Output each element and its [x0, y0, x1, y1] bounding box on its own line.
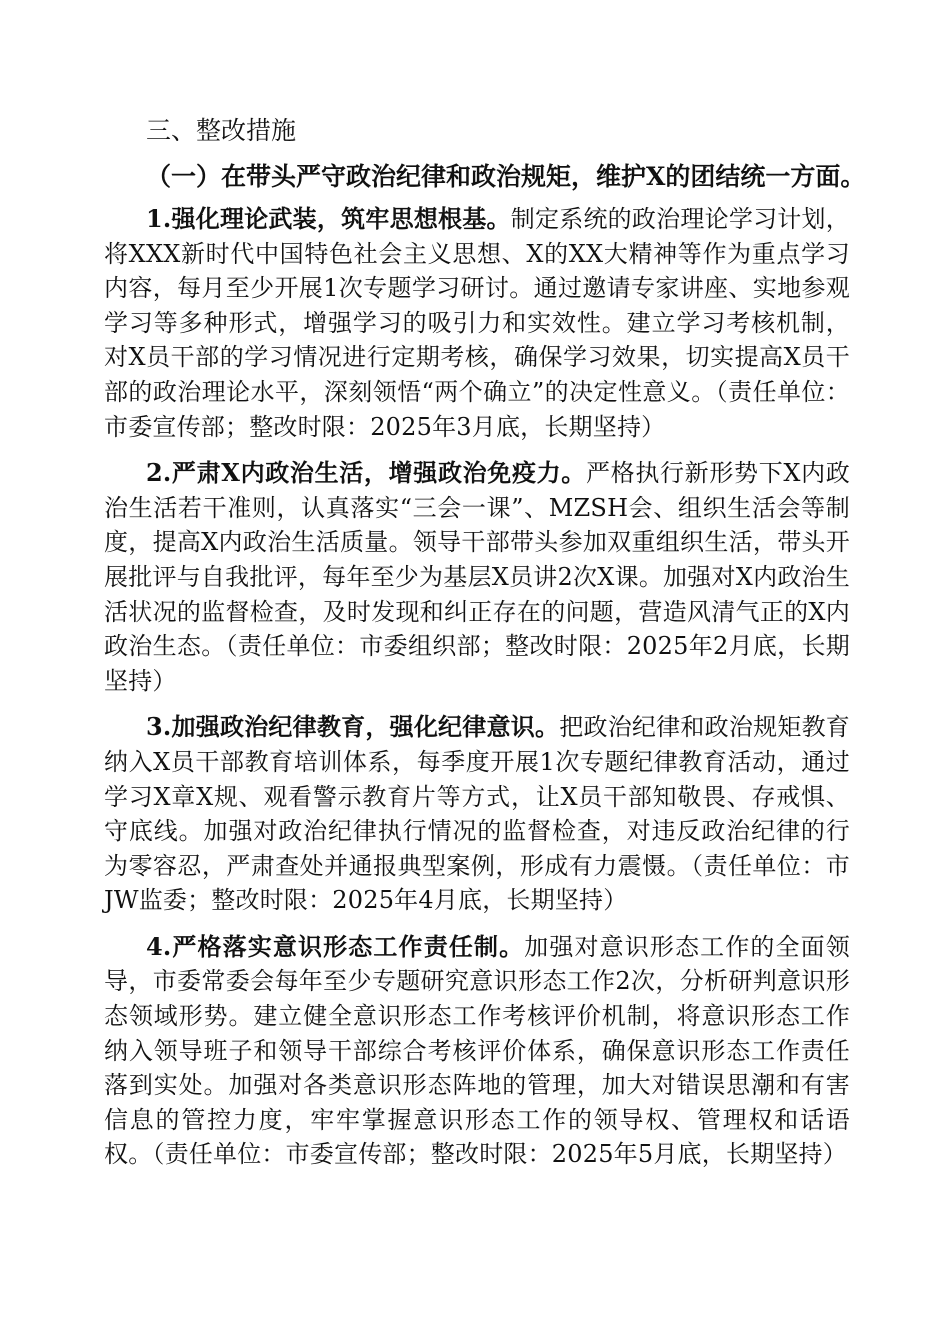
measure-body-1: 制定系统的政治理论学习计划，将XXX新时代中国特色社会主义思想、X的XX大精神等作为重点学习内容，每月至少开展1次专题学习研讨。通过邀请专家讲座、实地参观学习等多种形式，增强学习的吸引力和实效性。建立学习考核机制，对X员干部的学习情况进行定期考核，确保学习效果，切实提高X员干部的政治理论水平，深刻领悟“两个确立”的决定性意义。（责任单位：市委宣传部；整改时限：2025年3月底，长期坚持） — [104, 205, 850, 441]
document-page — [104, 112, 866, 1184]
measure-lead-4: 4.严格落实意识形态工作责任制。 — [146, 931, 525, 961]
measure-lead-1: 1.强化理论武装，筑牢思想根基。 — [146, 204, 511, 233]
measure-body-2: 严格执行新形势下X内政治生活若干准则，认真落实“三会一课”、MZSH会、组织生活会等制度，提高X内政治生活质量。领导干部带头参加双重组织生活，带头开展批评与自我批评，每年至少为基层X员讲2次X课。加强对X内政治生活状况的监督检查，及时发现和纠正存在的问题，营造风清气正的X内政治生态。（责任单位：市委组织部；整改时限：2025年2月底，长期坚持） — [104, 459, 850, 695]
measure-paragraph-3 — [104, 710, 850, 918]
section-title: 三、整改措施 — [146, 116, 297, 145]
measure-paragraph-4 — [104, 930, 850, 1172]
measure-lead-3: 3.加强政治纪律教育，强化纪律意识。 — [146, 712, 560, 742]
measure-paragraph-1 — [104, 202, 850, 444]
measure-paragraph-2 — [104, 456, 850, 698]
measure-body-4: 加强对意识形态工作的全面领导，市委常委会每年至少专题研究意识形态工作2次，分析研判意识形态领域形势。建立健全意识形态工作考核评价机制，将意识形态工作纳入领导班子和领导干部综合考核评价体系，确保意识形态工作责任落到实处。加强对各类意识形态阵地的管理，加大对错误思潮和有害信息的管控力度，牢牢掌握意识形态工作的领导权、管理权和话语权。（责任单位：市委宣传部；整改时限：2025年5月底，长期坚持） — [104, 932, 850, 1169]
subsection-title: （一）在带头严守政治纪律和政治规矩，维护X的团结统一方面。 — [146, 162, 866, 191]
measure-lead-2: 2.严肃X内政治生活，增强政治免疫力。 — [146, 458, 586, 488]
measure-body-3: 把政治纪律和政治规矩教育纳入X员干部教育培训体系，每季度开展1次专题纪律教育活动，通过学习X章X规、观看警示教育片等方式，让X员干部知敬畏、存戒惧、守底线。加强对政治纪律执行情况的监督检查，对违反政治纪律的行为零容忍，严肃查处并通报典型案例，形成有力震慑。（责任单位：市JW监委；整改时限：2025年4月底，长期坚持） — [104, 713, 851, 915]
